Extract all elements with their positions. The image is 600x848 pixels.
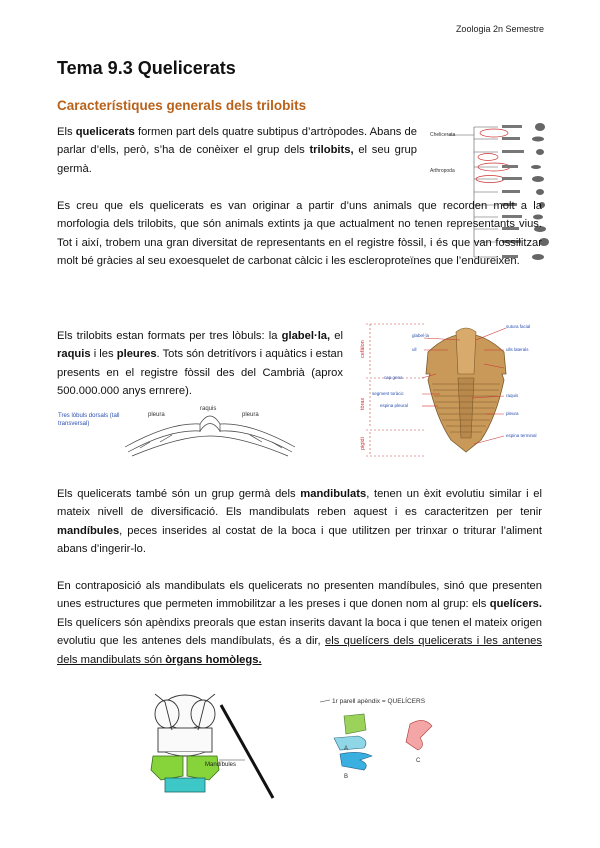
pygidium-label: pigidi: [360, 437, 366, 450]
paragraph-trilobite-lobes: Els trilobits estan formats per tres lòbuls: la glabel·la, el raquis i les pleures. Tots són detritívors i aquàtics i estan presents en el registre fòssil des del Cambrià (aprox 500.000.000 anys ernrere).: [57, 330, 343, 398]
paragraph-mandibulates: Els quelicerats també són un grup germà dels mandibulats, tenen un èxit evolutiu similar i el mateix nivell de diversificació. Els mandibulats reben aquest i es caracteritzen per tenir mandíbules, peces inserides al costat de la boca i que utilitzen per trinxar o triturar l’aliment abans d’ingerir-lo.: [57, 488, 542, 556]
chelicera-label-a: A: [344, 746, 349, 752]
thoracic-segment-label: segment toràcic: [372, 391, 404, 396]
chelicera-label-b: B: [344, 774, 349, 780]
chelicerae-title: 1r parell apèndix = QUELÍCERS: [332, 698, 426, 705]
tree-label: Arthropoda: [430, 168, 455, 174]
running-header: Zoologia 2n Semestre: [455, 24, 544, 34]
chelicerae-figure: [320, 694, 455, 784]
pleura-left-label: pleura: [148, 412, 165, 418]
page-title: Tema 9.3 Quelicerats: [57, 58, 236, 78]
pleural-spine-label: espina pleural: [380, 403, 409, 408]
section-caption: Tres lòbuls dorsals (tall transversal): [58, 413, 120, 427]
paragraph-chelicerae: En contraposició als mandibulats els quelicerats no presenten mandíbules, sinó que presenten unes estructures que permeten immobilitzar a les preses i que donen nom al grup: els quelícers. Els quelícers són apèndixs preorals que estan inserits davant la boca i que tenen el mateix origen evolutiu que les antenes dels mandíbulats, és a dir, els quelícers dels quelicerats i les antenes dels mandibulats són òrgans homòlegs.: [57, 580, 542, 666]
transverse-section-figure: [120, 402, 300, 462]
section-heading: Característiques generals dels trilobits: [57, 98, 307, 113]
eye-label: ull: [412, 347, 417, 352]
cephalon-label: cefàlon: [360, 340, 366, 358]
trilobite-figure: [356, 318, 550, 458]
terminal-spine-label: espina terminal: [506, 433, 537, 438]
pleura-right-label: pleura: [242, 412, 259, 418]
paragraph-intro: Els quelicerats formen part dels quatre subtipus d’artròpodes. Abans de parlar d’ells, però, s’ha de conèixer el grup dels trilobits, el seu grup germà.: [57, 126, 417, 175]
mandibles-label: Mandíbules: [205, 762, 237, 768]
raquis-label: raquis: [200, 406, 217, 412]
facial-suture-label: sutura facial: [506, 324, 531, 329]
tree-label: Chelicerata: [430, 132, 456, 138]
pleura-label: pleura: [506, 411, 519, 416]
insect-head-figure: [125, 690, 275, 805]
chelicera-label-c: C: [416, 758, 421, 764]
glabella-label: glabel·la: [412, 333, 430, 338]
thorax-label: tòrax: [360, 397, 366, 410]
lateral-eyes-label: ulls laterals: [506, 347, 529, 352]
cap-gena-label: cap gena: [384, 375, 403, 380]
rachis-label: raquis: [506, 393, 519, 398]
paragraph-origin: Es creu que els quelicerats es van originar a partir d’uns animals que recorden molt a la morfologia dels trilobits, que són animals extints ja que actualment no tenen representants vius. Tot i així, trobem una gran diversitat de representants en el registre fòssil, i és que van fossilitzar molt bé gràcies al seu exoesquelet de carbonat càlcic i les escleroproteïnes que l’endureixen.: [57, 200, 542, 268]
